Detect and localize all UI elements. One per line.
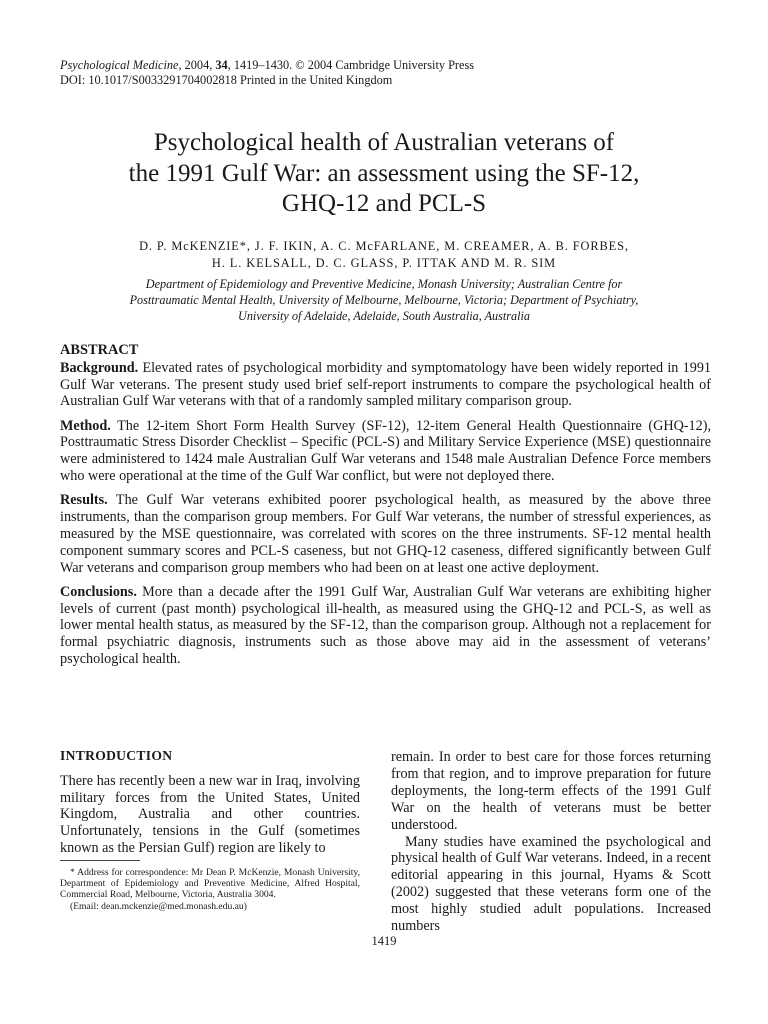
left-column [60,748,360,857]
introduction-paragraph: There has recently been a new war in Iraq, involving military forces from the United States, United Kingdom, Australia and other countries. Unfortunately, tensions in the Gulf (sometimes known as the Persian Gulf) region are likely to [60,772,360,856]
journal-citation: , 2004, [178,58,216,72]
introduction-paragraph-continued: remain. In order to best care for those forces returning from that region, and to improve preparation for future deployments, the long-term effects of the 1991 Gulf War on the health of veterans must be better understood. [391,749,711,833]
author-list [40,238,728,271]
title-line: the 1991 Gulf War: an assessment using the SF-12, [128,159,640,187]
abstract-label: Background. [60,359,139,376]
abstract-text: Elevated rates of psychological morbidity and symptomatology have been widely reported in 1991 Gulf War veterans. The present study used brief self-report instruments to compare the psychological health of Australian Gulf War veterans with that of a randomly sampled military comparison group. [60,359,712,410]
abstract-conclusions [60,584,711,668]
journal-pages-copyright: , 1419–1430. © 2004 Cambridge University Press [227,58,475,72]
title-line: Psychological health of Australian veterans of [153,129,615,156]
abstract-text: The Gulf War veterans exhibited poorer psychological health, as measured by the above three instruments, than the comparison group members. For Gulf War veterans, the number of stressful experiences, as measured by the MSE questionnaire, was correlated with scores on the three instruments. SF-12 mental health component summary scores and PCL-S caseness, but not GHQ-12 caseness, differed significantly between Gulf War veterans and comparison group members who had been on at least one active deployment. [60,492,711,576]
footnote-address: * Address for correspondence: Mr Dean P. McKenzie, Monash University, Department of Epidemiology and Preventive Medicine, Alfred Hospital, Commercial Road, Melbourne, Victoria, Australia 3004. [60,867,360,901]
correspondence-footnote [60,867,360,912]
title-line: GHQ-12 and PCL-S [281,190,487,217]
author-line: D. P. McKENZIE*, J. F. IKIN, A. C. McFARLANE, M. CREAMER, A. B. FORBES, [139,239,629,253]
abstract-text: More than a decade after the 1991 Gulf War, Australian Gulf War veterans are exhibiting higher levels of current (past month) psychological ill-health, as measured using the GHQ-12 and PCL-S, as well as lower mental health status, as measured by the SF-12, than the comparison group. Although not a replacement for formal psychiatric diagnosis, instruments such as those above may aid in the assessment of veterans’ psychological health. [60,583,711,668]
abstract-heading: ABSTRACT [60,342,139,358]
affiliation-list [40,276,728,324]
abstract-label: Method. [60,417,111,434]
journal-header [60,58,474,88]
journal-volume: 34 [215,58,228,72]
abstract-label: Conclusions. [60,583,137,600]
abstract [60,342,711,675]
affiliation-line: Department of Epidemiology and Preventive Medicine, Monash University; Australian Centre for [145,277,623,291]
page-number: 1419 [371,934,397,948]
introduction-heading: INTRODUCTION [60,748,173,763]
abstract-method [60,418,711,485]
abstract-label: Results. [60,492,108,509]
journal-name: Psychological Medicine [60,58,179,72]
introduction-paragraph: Many studies have examined the psychological and physical health of Gulf War veterans. Indeed, in a recent editorial appearing in this journal, Hyams & Scott (2002) suggested that these veterans form one of the most highly studied adult populations. Increased numbers [391,833,711,935]
paper-title [40,128,728,220]
journal-citation-line [60,58,474,73]
footnote-divider [60,860,140,861]
abstract-text: The 12-item Short Form Health Survey (SF-12), 12-item General Health Questionnaire (GHQ-12), Posttraumatic Stress Disorder Checklist – Specific (PCL-S) and Military Service Experience (MSE) questionnaire were administered to 1424 male Australian Gulf War veterans and 1548 male Australian Defence Force members who were operational at the time of the Gulf War conflict, but were not deployed there. [60,417,711,485]
affiliation-line: Posttraumatic Mental Health, University of Melbourne, Melbourne, Victoria; Department of Psychiatry, [129,293,639,307]
abstract-background [60,360,711,410]
right-column [391,749,711,935]
abstract-results [60,492,711,576]
doi-line: DOI: 10.1017/S0033291704002818 Printed in the United Kingdom [60,73,393,87]
footnote-email: (Email: dean.mckenzie@med.monash.edu.au) [70,900,247,912]
author-line: H. L. KELSALL, D. C. GLASS, P. ITTAK AND M. R. SIM [211,255,557,270]
affiliation-line: University of Adelaide, Adelaide, South Australia, Australia [238,309,530,323]
